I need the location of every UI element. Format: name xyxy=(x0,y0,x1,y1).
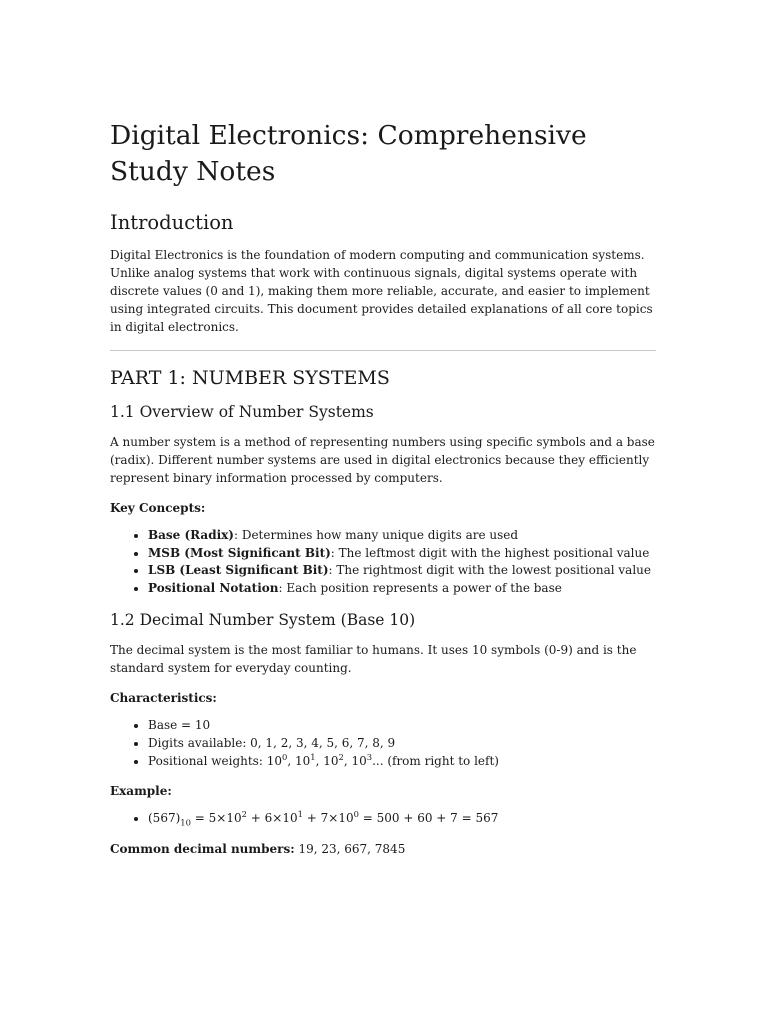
list-item: • $(567)_{10} = 5\times 10^2 + 6\times 10^1 + 7\times 10^0 = 500 + 60 + 7 = 567$ xyxy=(148,810,658,828)
section-divider xyxy=(110,350,656,351)
key-concepts-label: Key Concepts: xyxy=(110,501,206,515)
common-decimal-numbers: Common decimal numbers: 19, 23, 667, 7845 xyxy=(110,841,406,856)
list-item: • LSB (Least Significant Bit): The rightmost digit with the lowest positional value xyxy=(148,562,658,580)
list-item: • MSB (Most Significant Bit): The leftmost digit with the highest positional value xyxy=(148,545,658,563)
list-item: • Positional weights: $10^0$, $10^1$, $10^2$, $10^3$... (from right to left) xyxy=(148,753,658,771)
list-item: • Base = 10 xyxy=(148,717,658,735)
intro-paragraph: Digital Electronics is the foundation of modern computing and communication systems. Unlike analog systems that work with continuous signals, digital systems operate with discrete values (0 and 1), making them more reliable, accurate, and easier to implement using integrated circuits. This document provides detailed explanations of all core topics in digital electronics. xyxy=(110,248,653,334)
key-concepts-list xyxy=(110,527,658,597)
characteristics-label: Characteristics: xyxy=(110,691,217,706)
section-1-2-heading: 1.2 Decimal Number System (Base 10) xyxy=(110,611,416,630)
example-list xyxy=(110,810,658,828)
characteristics-list xyxy=(110,717,658,770)
section-1-2-paragraph: The decimal system is the most familiar to humans. It uses 10 symbols (0-9) and is the standard system for everyday counting. xyxy=(110,643,637,676)
intro-heading: Introduction xyxy=(110,211,234,234)
list-item: • Digits available: 0, 1, 2, 3, 4, 5, 6, 7, 8, 9 xyxy=(148,735,658,753)
list-item: • Base (Radix): Determines how many unique digits are used xyxy=(148,527,658,545)
document-title: Digital Electronics: Comprehensive Study Notes xyxy=(110,120,587,187)
section-1-1-paragraph: A number system is a method of representing numbers using specific symbols and a base (radix). Different number systems are used in digital electronics because they efficiently represent binary information processed by computers. xyxy=(110,435,655,485)
part1-heading: PART 1: NUMBER SYSTEMS xyxy=(110,367,390,389)
list-item: • Positional Notation: Each position represents a power of the base xyxy=(148,580,658,598)
example-label: Example: xyxy=(110,784,172,799)
section-1-1-heading: 1.1 Overview of Number Systems xyxy=(110,403,374,421)
